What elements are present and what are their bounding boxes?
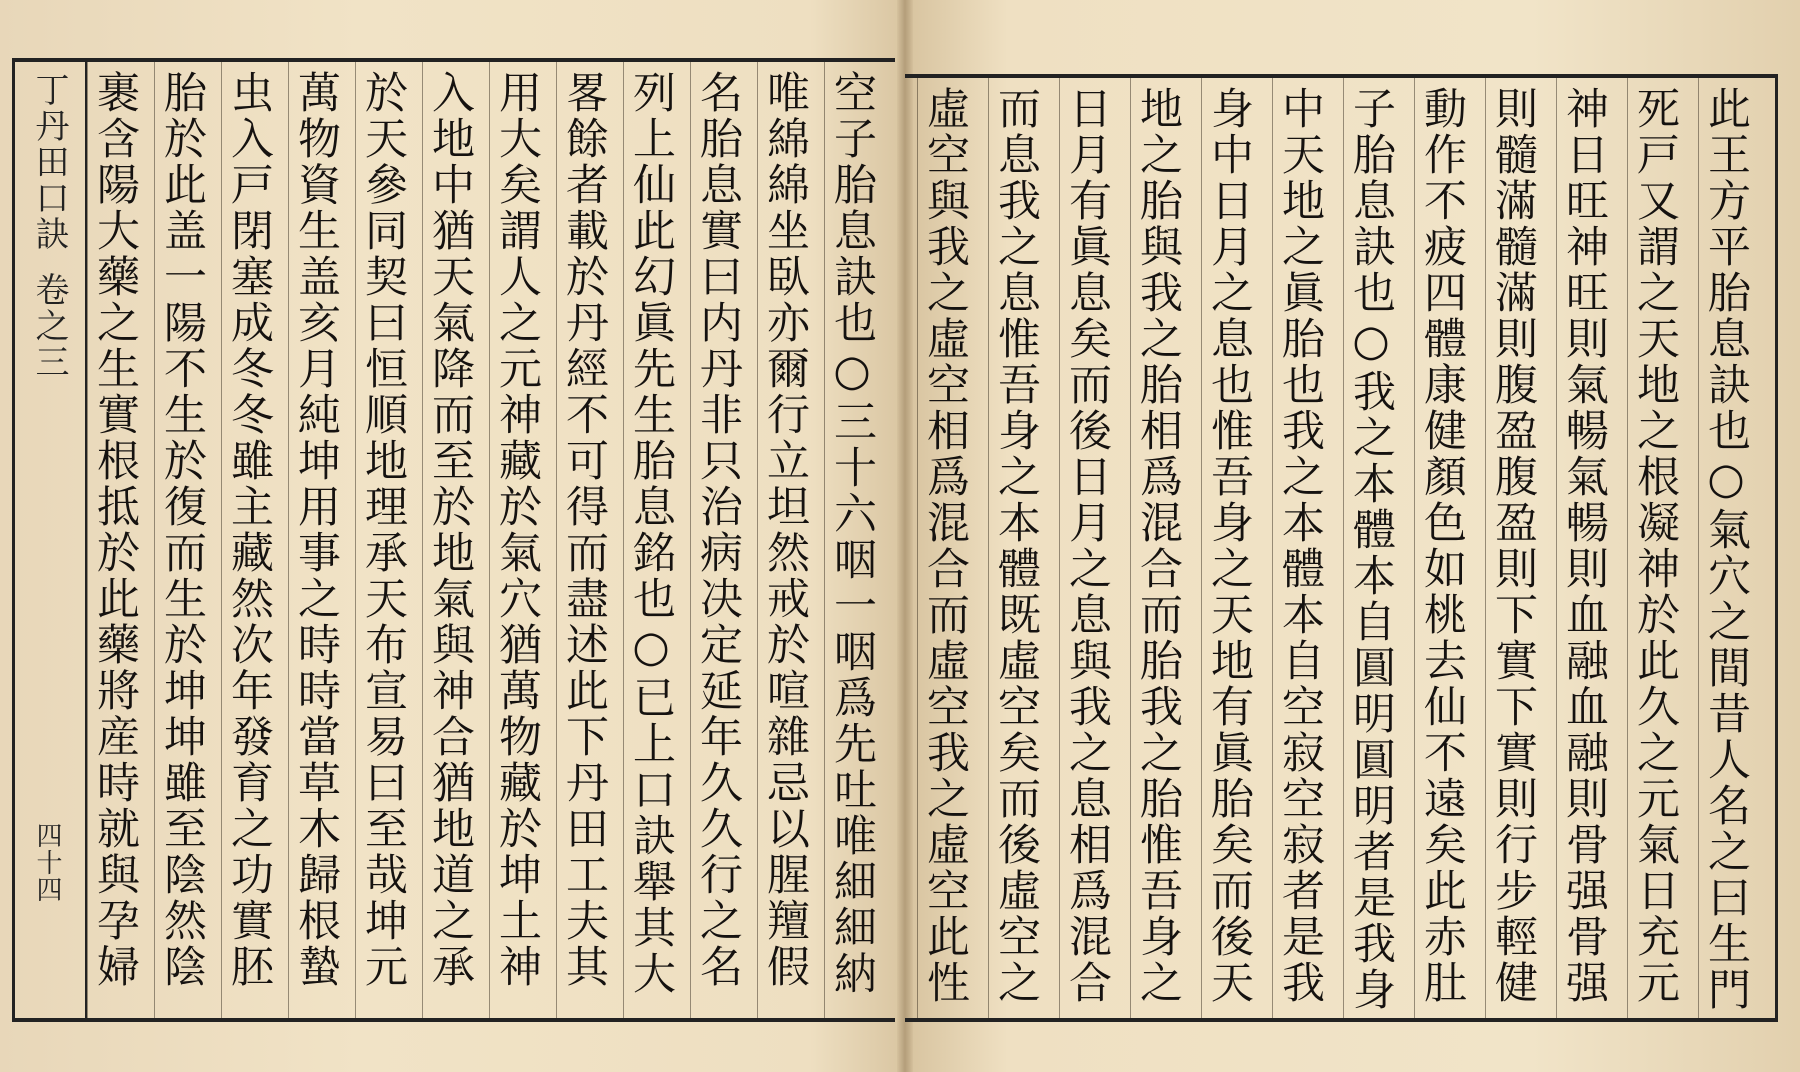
text-column: 入地中猶天氣降而至於地氣與神合猶地道之承 <box>422 62 478 1018</box>
text-column: 而息我之息惟吾身之本體既虛空矣而後虛空之 <box>988 78 1044 1018</box>
text-column: 死戸又謂之天地之根凝神於此久之元氣日充元 <box>1627 78 1683 1018</box>
text-column: 身中日月之息也惟吾身之天地有眞胎矣而後天 <box>1201 78 1257 1018</box>
book-title: 丁丹田口訣 <box>29 72 69 252</box>
folio-number: 四十四 <box>32 822 62 903</box>
text-column: 畧餘者載於丹經不可得而盡述此下丹田工夫其 <box>556 62 612 1018</box>
text-column: 用大矣謂人之元神藏於氣穴猶萬物藏於坤土神 <box>489 62 545 1018</box>
text-column: 此王方平胎息訣也○氣穴之間昔人名之曰生門 <box>1698 78 1754 1018</box>
text-column: 空子胎息訣也○三十六咽一咽爲先吐唯細細納 <box>824 62 880 1018</box>
text-column: 於天參同契曰恒順地理承天布宣易曰至哉坤元 <box>355 62 411 1018</box>
right-page <box>905 0 1800 1072</box>
right-page-frame <box>905 74 1778 1022</box>
text-column: 神日旺神旺則氣暢氣暢則血融血融則骨强骨强 <box>1556 78 1612 1018</box>
text-column: 地之胎與我之胎相爲混合而胎我之胎惟吾身之 <box>1130 78 1186 1018</box>
text-column: 萬物資生盖亥月純坤用事之時時當草木歸根蟄 <box>288 62 344 1018</box>
text-column: 動作不疲四體康健顏色如桃去仙不遠矣此赤肚 <box>1414 78 1470 1018</box>
text-column: 裹含陽大藥之生實根抵於此藥將産時就與孕婦 <box>87 62 143 1018</box>
text-column: 日月有眞息矣而後日月之息與我之息相爲混合 <box>1059 78 1115 1018</box>
text-column: 唯綿綿坐臥亦爾行立坦然戒於喧雜忌以腥羶假 <box>757 62 813 1018</box>
volume-label: 卷之三 <box>29 272 69 380</box>
text-column: 虫入戸閉塞成冬冬雖主藏然次年發育之功實胚 <box>221 62 277 1018</box>
left-page-frame <box>12 58 895 1022</box>
text-column: 則髓滿髓滿則腹盈腹盈則下實下實則行步輕健 <box>1485 78 1541 1018</box>
text-column: 胎於此盖一陽不生於復而生於坤坤雖至陰然陰 <box>154 62 210 1018</box>
text-column: 中天地之眞胎也我之本體本自空寂空寂者是我 <box>1272 78 1328 1018</box>
page-margin-column <box>15 62 87 1018</box>
text-column: 名胎息實曰内丹非只治病决定延年久久行之名 <box>690 62 746 1018</box>
text-column: 子胎息訣也○我之本體本自圓明圓明者是我身 <box>1343 78 1399 1018</box>
text-column: 列上仙此幻眞先生胎息銘也○已上口訣舉其大 <box>623 62 679 1018</box>
text-column: 虛空與我之虛空相爲混合而虛空我之虛空此性 <box>917 78 973 1018</box>
